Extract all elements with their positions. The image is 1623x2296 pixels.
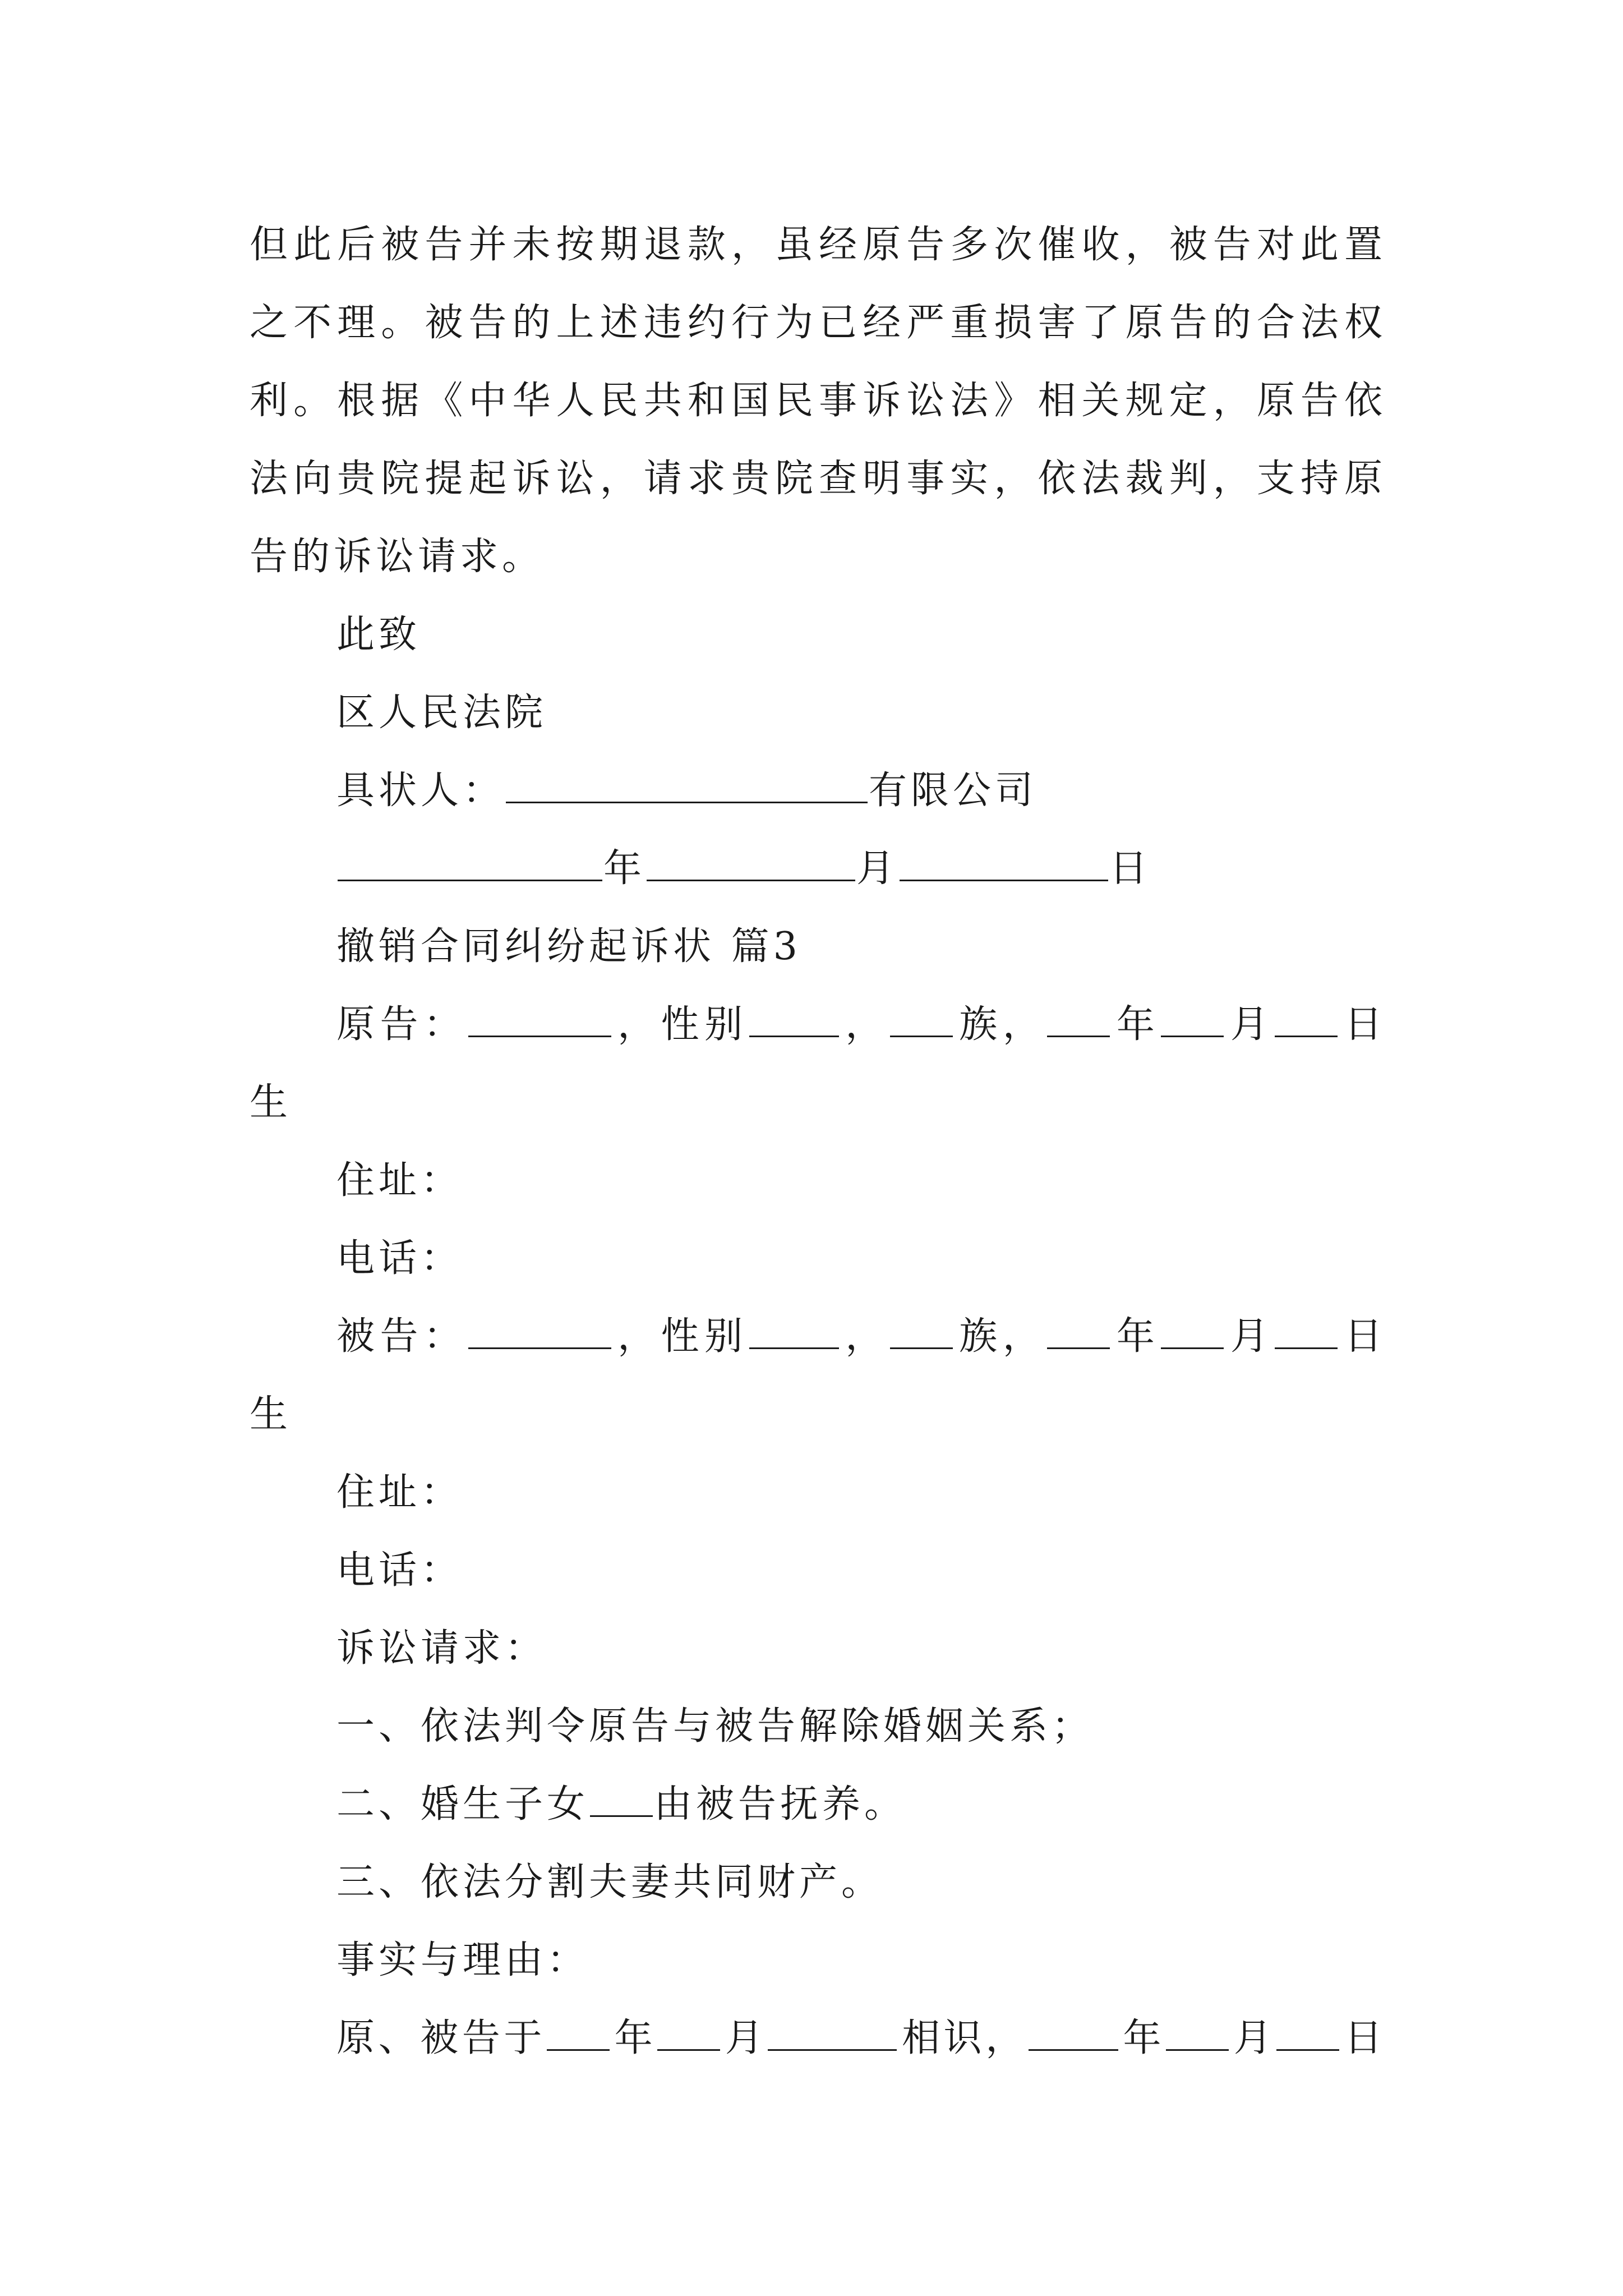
defendant-phone: 电话： — [336, 1548, 463, 1593]
birth-day-blank — [1275, 1315, 1338, 1349]
section-title: 撤销合同纠纷起诉状 篇3 — [336, 924, 801, 969]
year-label: 年 — [1119, 2016, 1165, 2060]
day-label: 日 — [1339, 1314, 1382, 1359]
gender-label: ，性别 — [612, 1002, 748, 1047]
defendant-address: 住址： — [336, 1470, 463, 1515]
separator: ， — [840, 1002, 889, 1047]
body-text-line: 利。根据《中华人民共和国民事诉讼法》相关规定，原告依 — [250, 379, 1382, 423]
facts-prefix: 原、被告于 — [336, 2016, 546, 2060]
meet-year-blank — [547, 2017, 610, 2051]
name-blank — [468, 1003, 611, 1037]
defendant-label: 被告： — [336, 1314, 467, 1359]
signer-label: 具状人： — [336, 769, 505, 813]
plaintiff-label: 原告： — [336, 1002, 467, 1047]
year-label: 年 — [1111, 1002, 1160, 1047]
birth-year-blank — [1047, 1003, 1110, 1037]
marry-day-blank — [1276, 2017, 1339, 2051]
company-suffix: 有限公司 — [869, 769, 1038, 813]
birth-day-blank — [1275, 1003, 1338, 1037]
gender-blank — [749, 1315, 839, 1349]
born-label: 生 — [250, 1392, 292, 1437]
day-label: 日 — [1339, 1002, 1382, 1047]
salutation: 此致 — [336, 613, 421, 657]
body-text-line: 告的诉讼请求。 — [250, 535, 545, 579]
born-label: 生 — [250, 1080, 292, 1125]
month-label: 月 — [1230, 2016, 1276, 2060]
body-text-line: 但此后被告并未按期退款，虽经原告多次催收，被告对此置 — [250, 223, 1382, 267]
facts-heading: 事实与理由： — [336, 1938, 589, 1982]
gender-blank — [749, 1003, 839, 1037]
signer-line — [336, 753, 1382, 829]
day-label: 日 — [1109, 846, 1152, 891]
signer-blank — [506, 769, 868, 803]
met-label: 相识， — [898, 2016, 1027, 2060]
marry-year-blank — [1029, 2017, 1118, 2051]
year-blank — [338, 847, 602, 881]
claim-item-2 — [336, 1766, 1382, 1843]
day-label: 日 — [1340, 2016, 1382, 2060]
month-label: 月 — [1225, 1314, 1274, 1359]
ethnic-blank — [890, 1003, 953, 1037]
separator: ， — [840, 1314, 889, 1359]
marry-month-blank — [1166, 2017, 1229, 2051]
day-blank — [900, 847, 1108, 881]
birth-month-blank — [1161, 1003, 1224, 1037]
body-text-line: 之不理。被告的上述违约行为已经严重损害了原告的合法权 — [250, 301, 1382, 345]
facts-line — [336, 2000, 1382, 2077]
court-name: 区人民法院 — [336, 691, 547, 735]
plaintiff-phone: 电话： — [336, 1236, 463, 1281]
claim-item-2-prefix: 二、婚生子女 — [336, 1782, 589, 1826]
claim-item-2-suffix: 由被告抚养。 — [654, 1782, 907, 1826]
claims-heading: 诉讼请求： — [336, 1626, 547, 1671]
birth-month-blank — [1161, 1315, 1224, 1349]
year-label: 年 — [611, 2016, 657, 2060]
month-label: 月 — [856, 846, 899, 891]
year-label: 年 — [1111, 1314, 1160, 1359]
birth-year-blank — [1047, 1315, 1110, 1349]
month-label: 月 — [1225, 1002, 1274, 1047]
body-text-line: 法向贵院提起诉讼，请求贵院查明事实，依法裁判，支持原 — [250, 457, 1382, 501]
month-label: 月 — [721, 2016, 767, 2060]
meet-month-blank — [657, 2017, 720, 2051]
plaintiff-line — [336, 987, 1382, 1063]
ethnic-label: 族， — [953, 1314, 1046, 1359]
month-blank — [647, 847, 855, 881]
claim-item-1: 一、依法判令原告与被告解除婚姻关系； — [336, 1704, 1094, 1749]
ethnic-blank — [890, 1315, 953, 1349]
date-line — [336, 831, 1382, 907]
year-label: 年 — [603, 846, 646, 891]
meet-place-blank — [768, 2017, 897, 2051]
name-blank — [468, 1315, 611, 1349]
gender-label: ，性别 — [612, 1314, 748, 1359]
claim-item-3: 三、依法分割夫妻共同财产。 — [336, 1860, 884, 1904]
plaintiff-address: 住址： — [336, 1158, 463, 1203]
defendant-line — [336, 1299, 1382, 1375]
child-blank — [590, 1783, 653, 1817]
ethnic-label: 族， — [953, 1002, 1046, 1047]
